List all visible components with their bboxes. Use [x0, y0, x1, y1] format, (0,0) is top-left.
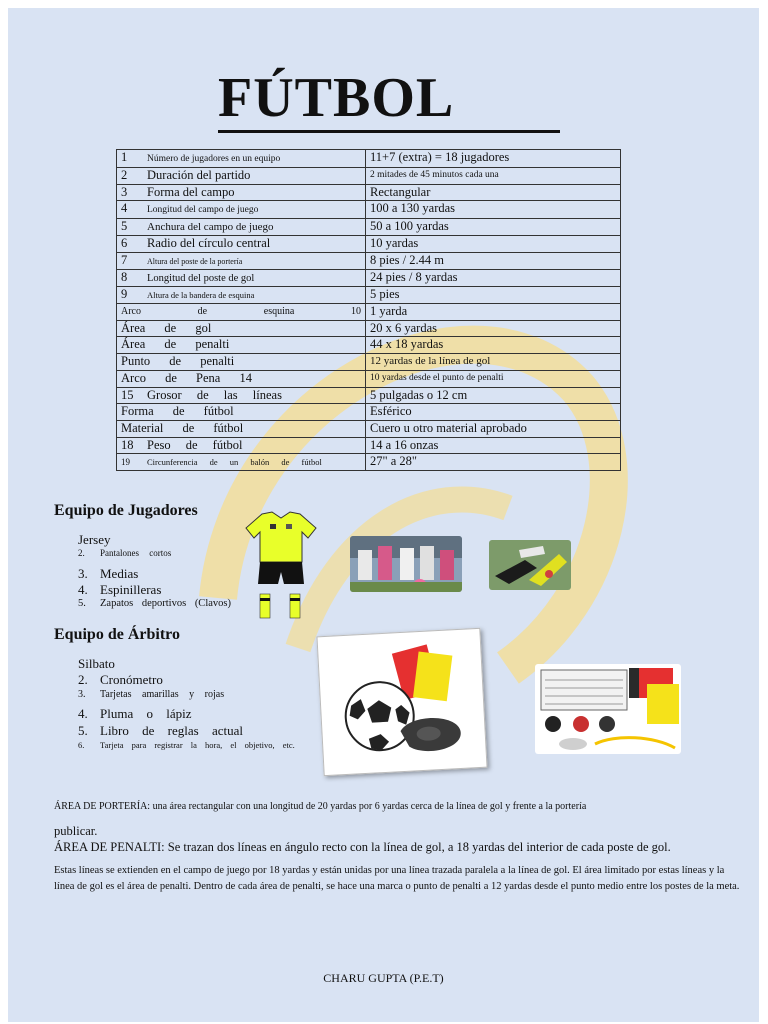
- list-item: Jersey: [78, 532, 111, 547]
- title-underline: [218, 130, 560, 133]
- table-cell-label: 7 Altura del poste de la portería: [117, 253, 366, 270]
- table-cell-value: 10 yardas desde el punto de penalti: [366, 370, 621, 387]
- table-cell-label: Punto de penalti: [117, 354, 366, 371]
- table-cell-label: 3 Forma del campo: [117, 184, 366, 201]
- table-cell-label: 18 Peso de fútbol: [117, 437, 366, 454]
- table-row: [117, 168, 621, 185]
- table-row: [117, 304, 621, 321]
- table-cell-label: 15 Grosor de las líneas: [117, 387, 366, 404]
- table-cell-value: 44 x 18 yardas: [366, 337, 621, 354]
- table-row: [117, 201, 621, 219]
- table-row: [117, 437, 621, 454]
- table-cell-label: Área de penalti: [117, 337, 366, 354]
- table-cell-value: 1 yarda: [366, 304, 621, 321]
- page-title: FÚTBOL: [218, 67, 455, 129]
- table-cell-value: 5 pulgadas o 12 cm: [366, 387, 621, 404]
- table-cell-label: Material de fútbol: [117, 420, 366, 437]
- cleats-photo: [489, 540, 571, 590]
- table-cell-label: 19 Circunferencia de un balón de fútbol: [117, 454, 366, 471]
- list-item: 5. Libro de reglas actual: [78, 723, 243, 738]
- table-cell-label: Área de gol: [117, 320, 366, 337]
- table-row: [117, 219, 621, 236]
- list-item: 5. Zapatos deportivos (Clavos): [78, 598, 231, 609]
- table-cell-label: 8 Longitud del poste de gol: [117, 270, 366, 287]
- table-row: [117, 454, 621, 471]
- publicar-text: publicar.: [54, 824, 98, 838]
- table-cell-label: 9 Altura de la bandera de esquina: [117, 287, 366, 304]
- table-cell-value: Cuero u otro material aprobado: [366, 420, 621, 437]
- referee-equipment-list: [78, 656, 295, 756]
- table-cell-value: 100 a 130 yardas: [366, 201, 621, 219]
- referee-equipment-heading: Equipo de Árbitro: [54, 626, 180, 643]
- referee-kit-photo: [316, 628, 487, 776]
- table-cell-label: Forma de fútbol: [117, 404, 366, 421]
- players-equipment-list: [78, 532, 231, 614]
- table-cell-value: 5 pies: [366, 287, 621, 304]
- table-cell-value: 11+7 (extra) = 18 jugadores: [366, 150, 621, 168]
- ball-cards-whistle-icon: [317, 629, 486, 775]
- table-row: [117, 184, 621, 201]
- table-cell-label: 4 Longitud del campo de juego: [117, 201, 366, 219]
- table-row: [117, 287, 621, 304]
- table-cell-value: 8 pies / 2.44 m: [366, 253, 621, 270]
- penalty-area-detail: Estas líneas se extienden en el campo de juego por 18 yardas y están unidas por una línea trazada paralela a la línea de gol. El área limitado por estas líneas y la línea de gol es el área de penalti. Dentro de cada área de penalti, se hace una marca o punto de penalti a 12 yardas desde el punto medio entre los postes de la meta.: [54, 865, 740, 892]
- table-row: [117, 354, 621, 371]
- list-item: 6. Tarjeta para registrar la hora, el objetivo, etc.: [78, 740, 295, 750]
- table-row: [117, 270, 621, 287]
- table-cell-value: 2 mitades de 45 minutos cada una: [366, 168, 621, 185]
- list-item: 4. Espinilleras: [78, 582, 162, 597]
- table-row: [117, 150, 621, 168]
- author-footer: CHARU GUPTA (P.E.T): [323, 971, 444, 985]
- list-item: 3. Tarjetas amarillas y rojas: [78, 689, 225, 700]
- table-row: [117, 404, 621, 421]
- list-item: 3. Medias: [78, 566, 139, 581]
- table-cell-label: Arco de esquina 10: [117, 304, 366, 321]
- table-cell-label: 1 Número de jugadores en un equipo: [117, 150, 366, 168]
- jersey-image: [244, 510, 318, 626]
- table-cell-label: 5 Anchura del campo de juego: [117, 219, 366, 236]
- table-row: [117, 236, 621, 253]
- table-cell-value: 14 a 16 onzas: [366, 437, 621, 454]
- table-cell-value: 12 yardas de la línea de gol: [366, 354, 621, 371]
- table-row: [117, 337, 621, 354]
- list-item: 2. Cronómetro: [78, 672, 163, 687]
- table-cell-value: 10 yardas: [366, 236, 621, 253]
- table-cell-value: 50 a 100 yardas: [366, 219, 621, 236]
- table-row: [117, 387, 621, 404]
- goal-area-definition: ÁREA DE PORTERÍA: una área rectangular con una longitud de 20 yardas por 6 yardas cerca de la línea de gol y frente a la portería: [54, 801, 587, 812]
- table-cell-label: 6 Radio del círculo central: [117, 236, 366, 253]
- table-cell-value: 20 x 6 yardas: [366, 320, 621, 337]
- players-equipment-heading: Equipo de Jugadores: [54, 502, 198, 519]
- document-page: [8, 8, 759, 1022]
- table-row: [117, 370, 621, 387]
- list-item: Silbato: [78, 656, 115, 671]
- table-cell-label: Arco de Pena 14: [117, 370, 366, 387]
- table-cell-label: 2 Duración del partido: [117, 168, 366, 185]
- referee-kit-photo-2: [535, 664, 681, 754]
- table-cell-value: 24 pies / 8 yardas: [366, 270, 621, 287]
- shin-guards-photo: [350, 536, 462, 592]
- table-cell-value: Rectangular: [366, 184, 621, 201]
- list-item: 4. Pluma o lápiz: [78, 706, 192, 721]
- table-cell-value: 27" a 28": [366, 454, 621, 471]
- specs-table: [116, 149, 621, 471]
- table-row: [117, 253, 621, 270]
- table-row: [117, 320, 621, 337]
- list-item: 2. Pantalones cortos: [78, 548, 172, 558]
- table-cell-value: Esférico: [366, 404, 621, 421]
- penalty-area-definition: ÁREA DE PENALTI: Se trazan dos líneas en ángulo recto con la línea de gol, a 18 yardas del interior de cada poste de gol.: [54, 840, 671, 854]
- table-row: [117, 420, 621, 437]
